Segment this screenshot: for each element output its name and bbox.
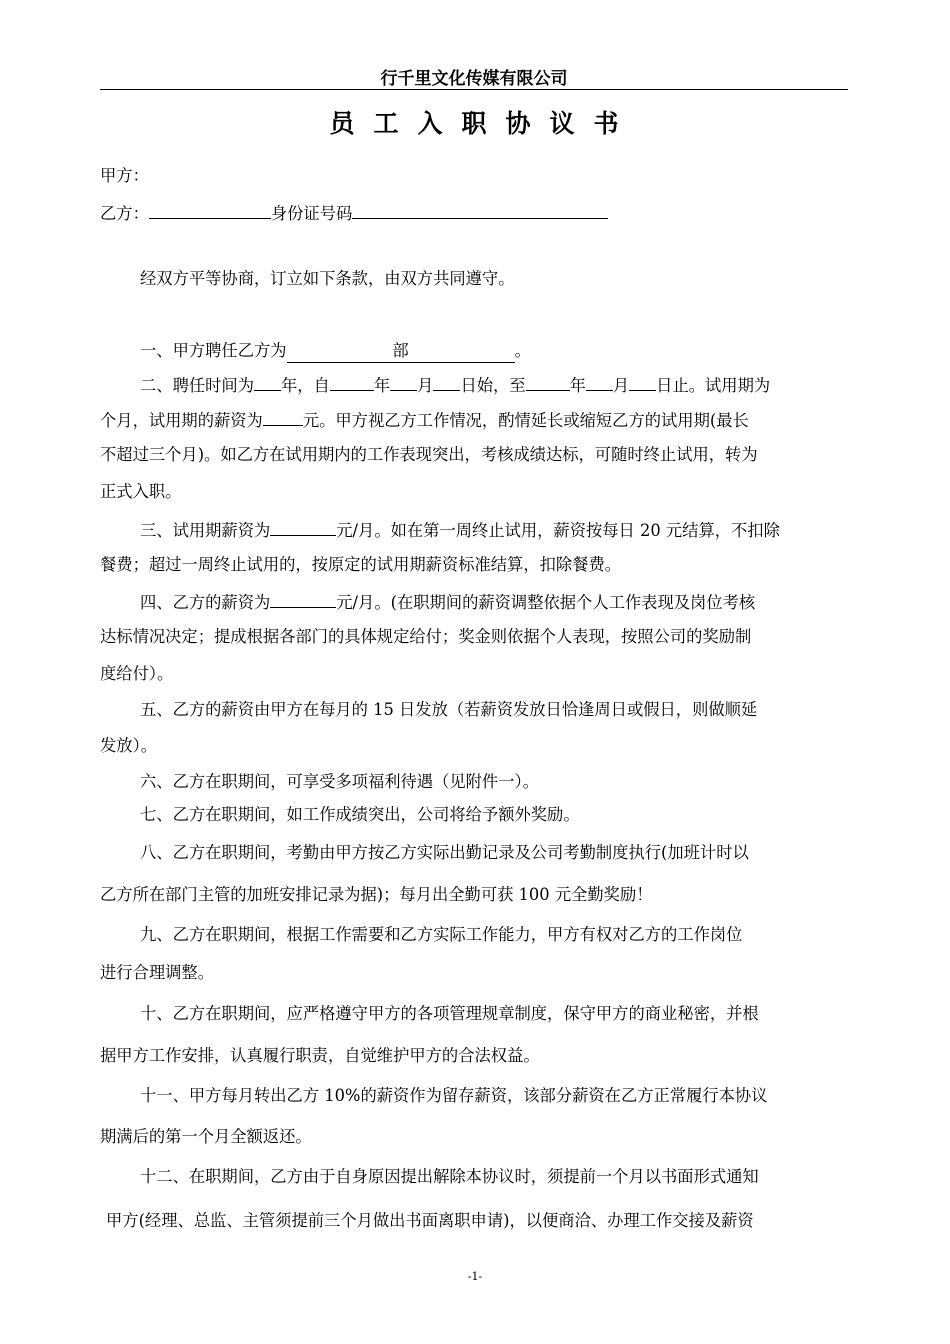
clause-4-line-3 (100, 663, 850, 685)
clause-2-text-d: 月 (417, 376, 434, 395)
clause-4-line-2 (100, 626, 850, 648)
clause-11-text-a: 十一、甲方每月转出乙方 10%的薪资作为留存薪资，该部分薪资在乙方正常履行本协议 (140, 1086, 768, 1105)
clause-10-line-1 (140, 1003, 850, 1025)
department-blank[interactable]: 部 (287, 340, 515, 363)
clause-4-line-1 (140, 590, 850, 614)
clause-6-text: 六、乙方在职期间，可享受多项福利待遇（见附件一）。 (140, 772, 539, 791)
clause-2-line-3 (100, 444, 850, 466)
id-number-blank[interactable] (352, 201, 608, 219)
clause-11-line-1 (140, 1085, 850, 1107)
clause-2-text-e: 日始，至 (460, 376, 526, 395)
clause-5-line-1 (140, 699, 850, 721)
party-b-line (100, 201, 850, 225)
clause-2-line-4 (100, 481, 850, 503)
start-month-blank[interactable] (390, 373, 417, 391)
clause-5-text-a: 五、乙方的薪资由甲方在每月的 15 日发放（若薪资发放日恰逢周日或假日，则做顺延 (140, 700, 758, 719)
clause-2-line-2 (100, 408, 850, 432)
clause-10-text-b: 据甲方工作安排，认真履行职责，自觉维护甲方的合法权益。 (100, 1046, 540, 1065)
clause-8-line-1 (140, 842, 850, 864)
clause-12-text-a: 十二、在职期间，乙方由于自身原因提出解除本协议时，须提前一个月以书面形式通知 (140, 1167, 759, 1186)
clause-1-prefix: 一、甲方聘任乙方为 (140, 341, 287, 360)
clause-6 (140, 771, 850, 793)
party-a-line (100, 165, 850, 187)
clause-1 (140, 340, 850, 363)
clause-12-line-2 (106, 1210, 850, 1232)
start-year-blank[interactable] (330, 373, 374, 391)
clause-2-text-f: 年 (569, 376, 586, 395)
intro-sentence: 经双方平等协商，订立如下条款，由双方共同遵守。 (140, 269, 515, 288)
end-day-blank[interactable] (629, 373, 656, 391)
clause-10-text-a: 十、乙方在职期间，应严格遵守甲方的各项管理规章制度，保守甲方的商业秘密，并根 (140, 1004, 759, 1023)
clause-2-text-l: 正式入职。 (100, 482, 182, 501)
clause-2-line-1 (140, 373, 850, 397)
clause-9-text-a: 九、乙方在职期间，根据工作需要和乙方实际工作能力，甲方有权对乙方的工作岗位 (140, 925, 743, 944)
header-divider (100, 89, 848, 90)
term-years-blank[interactable] (254, 373, 281, 391)
clause-3-text-c: 餐费；超过一周终止试用的，按原定的试用期薪资标准结算，扣除餐费。 (100, 555, 622, 574)
clause-3-text-a: 三、试用期薪资为 (140, 521, 271, 540)
clause-8-text-a: 八、乙方在职期间，考勤由甲方按乙方实际出勤记录及公司考勤制度执行(加班计时以 (140, 843, 749, 862)
clause-2-text-c: 年 (373, 376, 391, 395)
clause-9-line-2 (100, 962, 850, 984)
monthly-salary-blank[interactable] (270, 590, 336, 608)
clause-12-text-b: 甲方(经理、总监、主管须提前三个月做出书面离职申请)，以便商洽、办理工作交接及薪资 (106, 1211, 754, 1230)
clause-1-suffix: 。 (514, 341, 531, 360)
id-number-label: 身份证号码 (270, 204, 353, 223)
clause-3-line-2 (100, 554, 850, 576)
end-year-blank[interactable] (526, 373, 570, 391)
clause-4-text-b: 元/月。(在职期间的薪资调整依据个人工作表现及岗位考核 (336, 593, 756, 612)
probation-monthly-salary-blank[interactable] (270, 518, 336, 536)
clause-7 (140, 804, 850, 826)
clause-7-text: 七、乙方在职期间，如工作成绩突出，公司将给予额外奖励。 (140, 805, 580, 824)
clause-8-line-2 (100, 884, 850, 906)
document-title: 员工入职协议书 (329, 109, 638, 138)
company-name: 行千里文化传媒有限公司 (380, 69, 568, 89)
clause-5-line-2 (100, 735, 850, 757)
page-number: -1- (467, 1270, 483, 1283)
clause-2-text-a: 二、聘任时间为 (140, 376, 254, 395)
clause-9-line-1 (140, 924, 850, 946)
clause-2-text-h: 日止。试用期为 (656, 376, 771, 395)
clause-2-text-g: 月 (612, 376, 630, 395)
party-a-label: 甲方： (100, 166, 149, 185)
clause-2-text-j: 元。甲方视乙方工作情况，酌情延长或缩短乙方的试用期(最长 (302, 411, 749, 430)
clause-5-text-b: 发放）。 (100, 736, 157, 755)
end-month-blank[interactable] (586, 373, 613, 391)
clause-10-line-2 (100, 1045, 850, 1067)
clause-3-line-1 (140, 518, 850, 542)
clause-3-text-b: 元/月。如在第一周终止试用，薪资按每日 20 元结算，不扣除 (336, 521, 780, 540)
start-day-blank[interactable] (433, 373, 460, 391)
probation-salary-blank[interactable] (263, 408, 303, 426)
clause-12-line-1 (140, 1166, 850, 1188)
clause-8-text-b: 乙方所在部门主管的加班安排记录为据)；每月出全勤可获 100 元全勤奖励！ (100, 885, 653, 904)
clause-4-text-c: 达标情况决定；提成根据各部门的具体规定给付；奖金则依据个人表现，按照公司的奖励制 (100, 627, 752, 646)
clause-11-text-b: 期满后的第一个月全额返还。 (100, 1127, 312, 1146)
intro-text (140, 268, 850, 290)
clause-2-text-k: 不超过三个月)。如乙方在试用期内的工作表现突出，考核成绩达标，可随时终止试用，转为 (100, 445, 758, 464)
clause-2-text-b: 年，自 (280, 376, 330, 395)
party-b-label: 乙方： (100, 204, 149, 223)
party-b-name-blank[interactable] (149, 201, 271, 219)
clause-4-text-d: 度给付）。 (100, 664, 174, 683)
clause-9-text-b: 进行合理调整。 (100, 963, 214, 982)
clause-2-text-i: 个月，试用期的薪资为 (100, 411, 263, 430)
clause-4-text-a: 四、乙方的薪资为 (140, 593, 271, 612)
clause-11-line-2 (100, 1126, 850, 1148)
